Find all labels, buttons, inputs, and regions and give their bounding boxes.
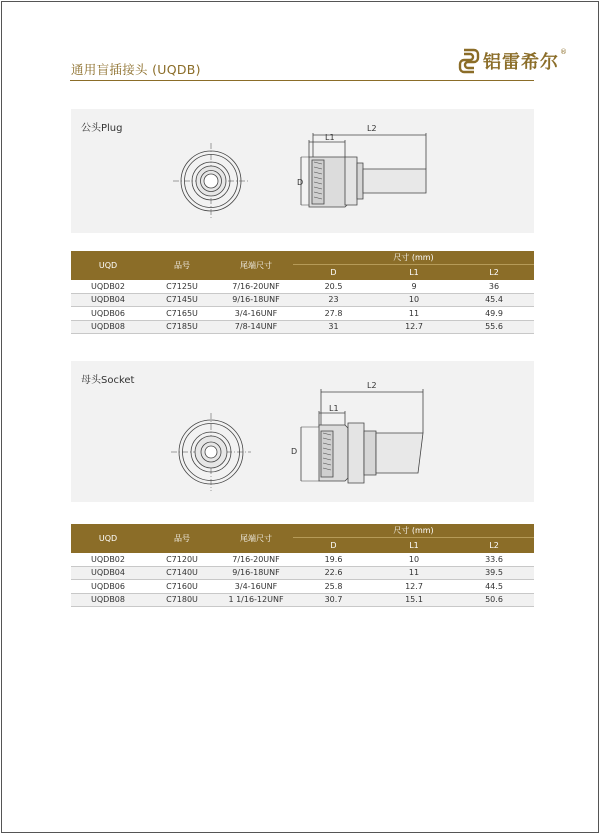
socket-drawing-panel [71,361,534,502]
table-row [71,280,534,294]
col-d: D [293,538,374,553]
cell-d: 20.5 [293,280,374,294]
cell-uqd: UQDB06 [71,580,145,594]
plug-label: 公头Plug [81,123,123,134]
socket-dim-d: D [291,447,298,456]
cell-d: 27.8 [293,307,374,321]
col-l2: L2 [454,265,534,280]
registered-mark: ® [560,48,567,56]
cell-part: C7180U [145,593,219,607]
cell-thread: 9/16-18UNF [219,293,293,307]
col-uqd: UQD [71,524,145,553]
cell-d: 31 [293,320,374,334]
cell-thread: 7/16-20UNF [219,553,293,567]
cell-l1: 11 [374,566,454,580]
table-row [71,580,534,594]
table-row [71,293,534,307]
cell-d: 30.7 [293,593,374,607]
col-l1: L1 [374,265,454,280]
col-l2: L2 [454,538,534,553]
cell-uqd: UQDB08 [71,593,145,607]
plug-technical-drawing [71,109,534,233]
cell-thread: 3/4-16UNF [219,307,293,321]
cell-uqd: UQDB02 [71,280,145,294]
col-size-group: 尺寸 (mm) [293,524,534,538]
plug-drawing-panel [71,109,534,233]
cell-part: C7185U [145,320,219,334]
col-size-group: 尺寸 (mm) [293,251,534,265]
cell-uqd: UQDB02 [71,553,145,567]
plug-side-view [301,133,426,207]
col-d: D [293,265,374,280]
socket-dim-l2: L2 [367,381,377,390]
col-part-no: 品号 [145,251,219,280]
col-thread: 尾端尺寸 [219,251,293,280]
cell-l2: 44.5 [454,580,534,594]
cell-d: 25.8 [293,580,374,594]
table-row [71,566,534,580]
cell-l2: 39.5 [454,566,534,580]
plug-spec-table [71,251,534,334]
plug-front-view [173,143,249,219]
cell-thread: 3/4-16UNF [219,580,293,594]
page-title: 通用盲插接头 (UQDB) [71,62,201,77]
cell-l1: 12.7 [374,580,454,594]
brand-logo [458,46,567,76]
plug-dim-l2: L2 [367,124,377,133]
cell-l2: 49.9 [454,307,534,321]
cell-d: 19.6 [293,553,374,567]
table-row [71,320,534,334]
cell-uqd: UQDB08 [71,320,145,334]
col-uqd: UQD [71,251,145,280]
socket-front-view [171,413,251,491]
cell-thread: 7/16-20UNF [219,280,293,294]
cell-l2: 55.6 [454,320,534,334]
table-row [71,553,534,567]
cell-l2: 33.6 [454,553,534,567]
cell-thread: 1 1/16-12UNF [219,593,293,607]
cell-l1: 10 [374,293,454,307]
table-row [71,593,534,607]
cell-d: 22.6 [293,566,374,580]
cell-d: 23 [293,293,374,307]
cell-part: C7120U [145,553,219,567]
cell-l2: 50.6 [454,593,534,607]
table-row [71,307,534,321]
cell-uqd: UQDB04 [71,566,145,580]
cell-uqd: UQDB04 [71,293,145,307]
cell-part: C7160U [145,580,219,594]
cell-l2: 36 [454,280,534,294]
cell-part: C7140U [145,566,219,580]
cell-part: C7145U [145,293,219,307]
cell-part: C7165U [145,307,219,321]
plug-dim-d: D [297,178,304,187]
cell-thread: 7/8-14UNF [219,320,293,334]
socket-dim-l1: L1 [329,404,339,413]
cell-l1: 12.7 [374,320,454,334]
cell-part: C7125U [145,280,219,294]
cell-l1: 15.1 [374,593,454,607]
socket-side-view [301,389,423,483]
socket-spec-table [71,524,534,607]
header-rule [70,80,534,81]
cell-l1: 10 [374,553,454,567]
socket-label: 母头Socket [81,375,135,386]
cell-uqd: UQDB06 [71,307,145,321]
cell-thread: 9/16-18UNF [219,566,293,580]
brand-name: 铝雷希尔 [483,52,559,73]
brand-mark-icon [458,47,480,75]
col-part-no: 品号 [145,524,219,553]
plug-dim-l1: L1 [325,133,335,142]
cell-l1: 9 [374,280,454,294]
cell-l1: 11 [374,307,454,321]
col-thread: 尾端尺寸 [219,524,293,553]
col-l1: L1 [374,538,454,553]
cell-l2: 45.4 [454,293,534,307]
socket-technical-drawing [71,361,534,502]
